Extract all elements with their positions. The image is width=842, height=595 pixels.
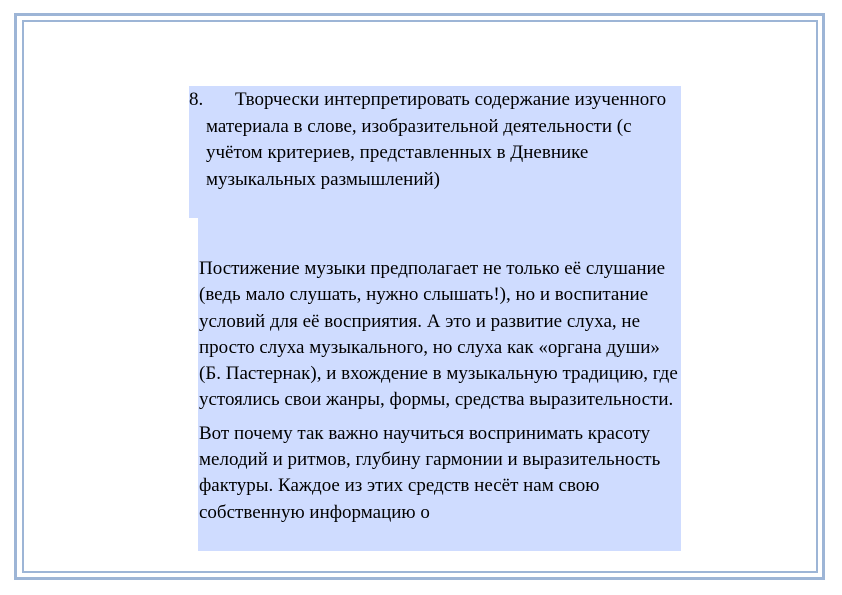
- item-number: 8.: [189, 89, 204, 110]
- paragraph-1: Постижение музыки предполагает не только её слушание (ведь мало слушать, нужно слышать!), но и воспитание условий для её восприятия. А это и развитие слуха, не просто слуха музыкального, но слуха как «органа души» (Б. Пастернак), и вхождение в музыкальную традицию, где устоялись свои жанры, формы, средства выразительности.: [199, 258, 678, 411]
- body-text: [199, 256, 685, 526]
- numbered-item: [189, 87, 669, 193]
- paragraph-2: Вот почему так важно научиться воспринимать красоту мелодий и ритмов, глубину гармонии и выразительность фактуры. Каждое из этих средств несёт нам свою собственную информацию о: [199, 422, 661, 523]
- item-text: Творчески интерпретировать содержание изученного материала в слове, изобразительной деятельности (с учётом критериев, представленных в Дневнике музыкальных размышлений): [206, 89, 667, 190]
